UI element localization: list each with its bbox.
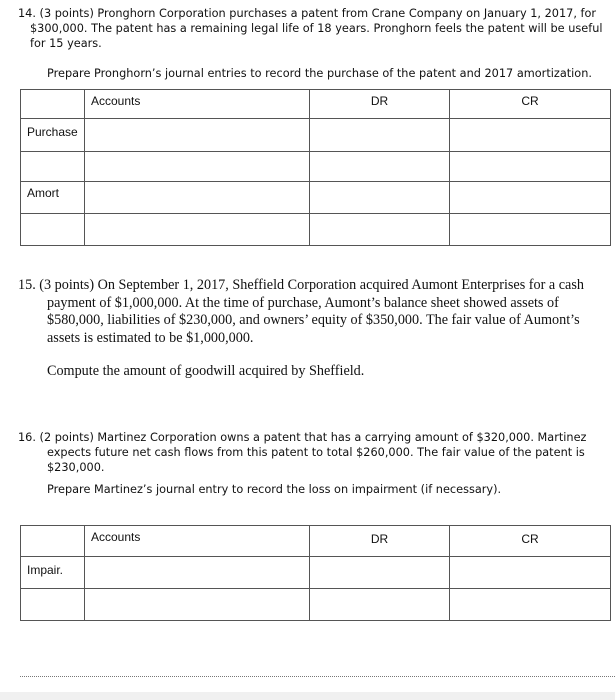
q14-dr-cell[interactable] [310, 152, 450, 182]
q16-header-blank [21, 526, 85, 557]
q16-header-cr: CR [450, 526, 611, 557]
q16-line-2: expects future net cash flows from this patent to total $260,000. The fair value of the patent is [47, 446, 585, 459]
q14-journal-table [20, 89, 611, 246]
q16-prompt: Prepare Martinez’s journal entry to record the loss on impairment (if necessary). [47, 483, 502, 496]
q14-row-amort-2 [21, 214, 611, 246]
q14-accounts-cell[interactable] [85, 152, 310, 182]
q14-row-label: Purchase [21, 119, 85, 152]
q15-line-3: $580,000, liabilities of $230,000, and owners’ equity of $350,000. The fair value of Aumont’s [47, 312, 580, 328]
q14-header-cr: CR [450, 90, 611, 119]
q14-dr-cell[interactable] [310, 214, 450, 246]
footer-divider [20, 676, 615, 677]
q16-header-accounts: Accounts [85, 526, 310, 557]
question-15-text [18, 277, 610, 347]
q14-row-label [21, 214, 85, 246]
q14-prompt: Prepare Pronghorn’s journal entries to record the purchase of the patent and 2017 amortization. [47, 67, 592, 80]
q16-dr-cell[interactable] [310, 589, 450, 621]
q16-cr-cell[interactable] [450, 589, 611, 621]
q16-row-impair-2 [21, 589, 611, 621]
q15-prompt: Compute the amount of goodwill acquired by Sheffield. [47, 363, 365, 379]
q14-cr-cell[interactable] [450, 214, 611, 246]
q14-cr-cell[interactable] [450, 182, 611, 214]
q14-cr-cell[interactable] [450, 152, 611, 182]
q15-line-4: assets is estimated to be $1,000,000. [47, 329, 254, 346]
q16-row-label [21, 589, 85, 621]
q14-row-purchase-2 [21, 152, 611, 182]
q14-row-label: Amort [21, 182, 85, 214]
q14-row-purchase [21, 119, 611, 152]
q14-row-label [21, 152, 85, 182]
q16-header-row [21, 526, 611, 557]
q16-journal-table [20, 525, 611, 621]
q14-accounts-cell[interactable] [85, 214, 310, 246]
q16-row-impair [21, 557, 611, 589]
q16-line-1: 16. (2 points) Martinez Corporation owns a patent that has a carrying amount of $320,000. Martinez [18, 431, 587, 444]
q16-line-3: $230,000. [47, 461, 105, 474]
q14-dr-cell[interactable] [310, 182, 450, 214]
q14-line-2: $300,000. The patent has a remaining legal life of 18 years. Pronghorn feels the patent will be useful [30, 22, 603, 35]
q14-line-3: for 15 years. [30, 37, 102, 50]
q15-line-2: payment of $1,000,000. At the time of purchase, Aumont’s balance sheet showed assets of [47, 294, 559, 311]
q16-cr-cell[interactable] [450, 557, 611, 589]
page-bottom-edge [0, 692, 615, 700]
q14-dr-cell[interactable] [310, 119, 450, 152]
question-16-text [18, 430, 610, 475]
q14-line-1: 14. (3 points) Pronghorn Corporation purchases a patent from Crane Company on January 1, 2017, for [18, 7, 597, 20]
q14-header-row [21, 90, 611, 119]
q15-line-1: 15. (3 points) On September 1, 2017, Sheffield Corporation acquired Aumont Enterprises for a cash [18, 277, 584, 293]
q14-accounts-cell[interactable] [85, 182, 310, 214]
q14-accounts-cell[interactable] [85, 119, 310, 152]
q16-accounts-cell[interactable] [85, 589, 310, 621]
q14-header-blank [21, 90, 85, 119]
q16-header-dr: DR [310, 526, 450, 557]
q14-row-amort [21, 182, 611, 214]
q14-header-accounts: Accounts [85, 90, 310, 119]
q14-cr-cell[interactable] [450, 119, 611, 152]
q16-accounts-cell[interactable] [85, 557, 310, 589]
question-14-text [18, 6, 610, 51]
q16-row-label: Impair. [21, 557, 85, 589]
q14-header-dr: DR [310, 90, 450, 119]
q16-dr-cell[interactable] [310, 557, 450, 589]
